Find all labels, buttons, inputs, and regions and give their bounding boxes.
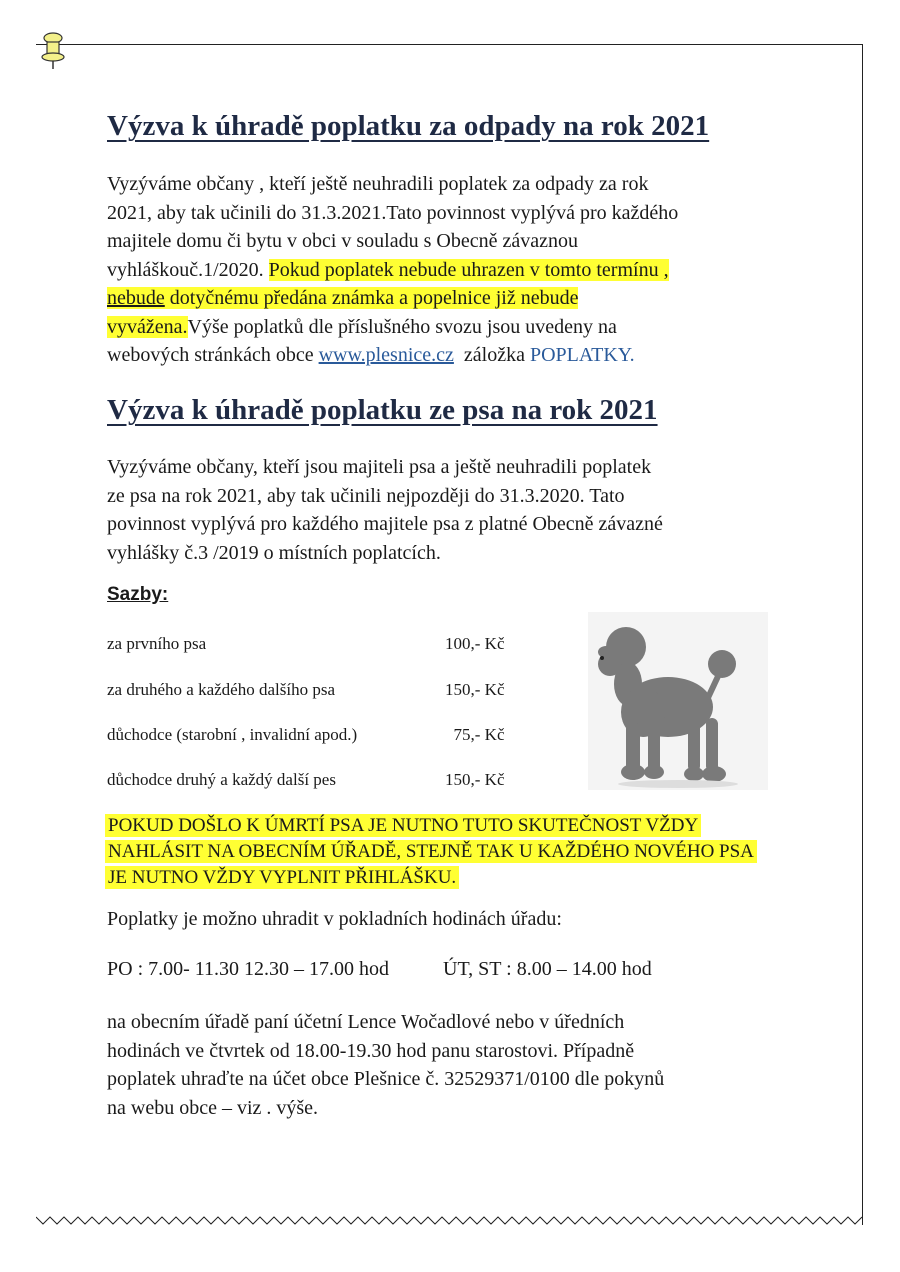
section1-body (107, 170, 807, 370)
payment-details (107, 1008, 807, 1122)
section1-line: vyhláškouč.1/2020. (107, 258, 269, 281)
web-prefix: webových stránkách obce (107, 344, 319, 366)
notice-line: POKUD DOŠLO K ÚMRTÍ PSA JE NUTNO TUTO SKUTEČNOST VŽDY (105, 814, 701, 837)
section1-line: majitele domu či bytu v obci v souladu s Obecně závaznou (107, 230, 578, 252)
rate-label: důchodce (starobní , invalidní apod.) (107, 725, 358, 744)
payment-line: hodinách ve čtvrtek od 18.00-19.30 hod panu starostovi. Případně (107, 1039, 635, 1062)
rate-price: 150,- Kč (445, 770, 505, 789)
payment-line: na webu obce – viz . výše. (107, 1096, 319, 1119)
section1-line: 2021, aby tak učinili do 31.3.2021.Tato povinnost vyplývá pro každého (107, 201, 679, 224)
zigzag-border (36, 1212, 862, 1226)
website-link[interactable]: www.plesnice.cz (318, 344, 454, 366)
death-notice (105, 813, 757, 891)
notice-line: JE NUTNO VŽDY VYPLNIT PŘIHLÁŠKU. (105, 866, 459, 889)
rate-label: za prvního psa (107, 634, 207, 653)
highlight-warning: Pokud poplatek nebude uhrazen v tomto termínu , (268, 258, 669, 281)
rate-label: důchodce druhý a každý další pes (107, 770, 336, 789)
poodle-image (588, 612, 768, 790)
notice-line: NAHLÁSIT NA OBECNÍM ÚŘADĚ, STEJNĚ TAK U KAŽDÉHO NOVÉHO PSA (105, 840, 757, 863)
section2-title: Výzva k úhradě poplatku ze psa na rok 2021 (107, 394, 658, 426)
section2-line: povinnost vyplývá pro každého majitele psa z platné Obecně závazné (107, 513, 663, 535)
rate-price: 75,- Kč (445, 725, 505, 744)
hours-tue-wed: ÚT, ST : 8.00 – 14.00 hod (443, 958, 652, 980)
rate-label: za druhého a každého dalšího psa (107, 680, 335, 699)
pushpin-icon (40, 30, 66, 70)
payment-line: na obecním úřadě paní účetní Lence Wočadlové nebo v úředních (107, 1011, 625, 1033)
section2-line: vyhlášky č.3 /2019 o místních poplatcích. (107, 541, 441, 564)
payment-intro: Poplatky je možno uhradit v pokladních hodinách úřadu: (107, 908, 562, 930)
section2-body (107, 453, 793, 567)
rate-price: 150,- Kč (445, 680, 505, 699)
hours-monday: PO : 7.00- 11.30 12.30 – 17.00 hod (107, 958, 390, 980)
web-mid: záložka (453, 344, 530, 366)
highlight-warning-cont: dotyčnému předána známka a popelnice již nebude (164, 287, 579, 309)
payment-line: poplatek uhraďte na účet obce Plešnice č. 32529371/0100 dle pokynů (107, 1068, 665, 1090)
poplatky-tab-ref: POPLATKY. (529, 344, 635, 366)
rates-heading: Sazby: (107, 584, 169, 605)
rate-price: 100,- Kč (445, 634, 505, 653)
section2-line: Vyzýváme občany, kteří jsou majiteli psa a ještě neuhradili poplatek (107, 456, 652, 478)
section1-title: Výzva k úhradě poplatku za odpady na rok 2021 (107, 110, 710, 142)
highlight-warning-end: vyvážena. (107, 315, 188, 338)
highlight-nebude: nebude (107, 287, 165, 309)
section2-line: ze psa na rok 2021, aby tak učinili nejpozději do 31.3.2020. Tato (107, 484, 625, 507)
section1-line: Vyzýváme občany , kteří ještě neuhradili poplatek za odpady za rok (107, 173, 649, 195)
fee-info: Výše poplatků dle příslušného svozu jsou uvedeny na (187, 315, 617, 338)
